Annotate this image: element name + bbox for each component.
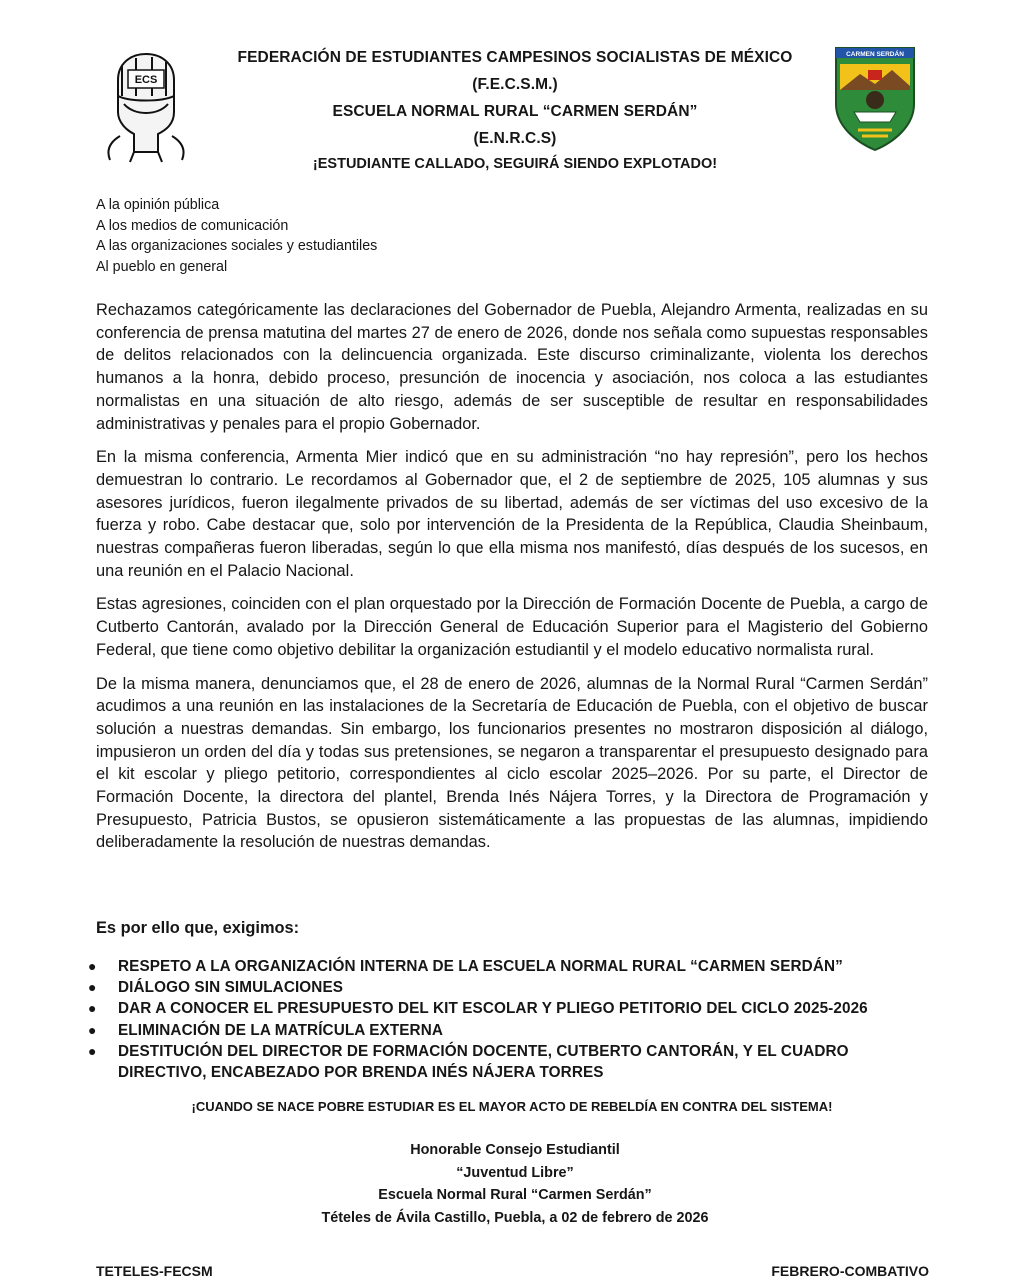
demand-text: DESTITUCIÓN DEL DIRECTOR DE FORMACIÓN DOCENTE, CUTBERTO CANTORÁN, Y EL CUADRO DIRECTIVO, ENCABEZADO POR BRENDA INÉS NÁJERA TORRES	[118, 1042, 849, 1082]
demand-item	[88, 1041, 933, 1083]
bullet-icon: ●	[88, 1042, 97, 1059]
demands-list	[88, 956, 933, 1083]
demand-item	[88, 1020, 933, 1041]
bullet-icon: ●	[88, 1000, 97, 1017]
paragraph: De la misma manera, denunciamos que, el 28 de enero de 2026, alumnas de la Normal Rural “Carmen Serdán” acudimos a una reunión en las instalaciones de la Secretaría de Educación de Puebla, con el objetivo de buscar solución a nuestras demandas. Sin embargo, los funcionarios presentes no mostraron disposición al diálogo, impusieron un orden del día y todas sus pretensiones, se negaron a transparentar el presupuesto designado para el kit escolar y pliego petitorio, correspondientes al ciclo escolar 2025–2026. Por su parte, el Director de Formación Docente, la directora del plantel, Brenda Inés Nájera Torres, y la Directora de Programación y Presupuesto, Patricia Bustos, se opusieron sistemáticamente a las propuestas de las alumnas, impidiendo deliberadamente la resolución de nuestras demandas.	[96, 674, 928, 852]
demand-text: ELIMINACIÓN DE LA MATRÍCULA EXTERNA	[118, 1021, 444, 1039]
footer-right-tag: FEBRERO-COMBATIVO	[771, 1263, 929, 1279]
addressee-line: A la opinión pública	[96, 197, 220, 213]
addressee-line: A los medios de comunicación	[96, 217, 289, 234]
paragraph: Estas agresiones, coinciden con el plan orquestado por la Dirección de Formación Docente de Puebla, a cargo de Cutberto Cantorán, avalado por la Dirección General de Educación Superior para el Magisterio del Gobierno Federal, que tiene como objetivo debilitar la organización estudiantil y el modelo educativo normalista rural.	[96, 595, 928, 659]
header-slogan: ¡ESTUDIANTE CALLADO, SEGUIRÁ SIENDO EXPLOTADO!	[312, 156, 718, 172]
fist-logo	[100, 42, 192, 164]
demands-heading: Es por ello que, exigimos:	[96, 919, 300, 937]
footer-left-tag: TETELES-FECSM	[96, 1263, 213, 1279]
signature-school: Escuela Normal Rural “Carmen Serdán”	[378, 1187, 652, 1203]
addressees	[96, 195, 696, 277]
signature-block	[200, 1139, 830, 1229]
signature-place-date: Tételes de Ávila Castillo, Puebla, a 02 de febrero de 2026	[321, 1209, 709, 1226]
paragraph: En la misma conferencia, Armenta Mier indicó que en su administración “no hay represión”, pero los hechos demuestran lo contrario. Le recordamos al Gobernador que, el 2 de septiembre de 2025, 105 alumnas y sus asesores jurídicos, fueron ilegalmente privados de su libertad, además de ser víctimas del uso excesivo de la fuerza y robo. Cabe destacar que, solo por intervención de la Presidenta de la República, Claudia Sheinbaum, nuestras compañeras fueron liberadas, según lo que ella misma nos manifestó, días después de los sucesos, en una reunión en el Palacio Nacional.	[96, 448, 928, 580]
signature-council: Honorable Consejo Estudiantil	[410, 1142, 620, 1158]
bullet-icon: ●	[88, 979, 97, 996]
svg-text:ECS: ECS	[134, 74, 158, 86]
addressee-line: A las organizaciones sociales y estudiantiles	[96, 238, 378, 254]
school-crest-logo	[830, 34, 920, 152]
demand-item	[88, 998, 933, 1019]
federation-acronym: (F.E.C.S.M.)	[472, 76, 558, 93]
school-name: ESCUELA NORMAL RURAL “CARMEN SERDÁN”	[332, 103, 698, 120]
demand-item	[88, 977, 933, 998]
school-acronym: (E.N.R.C.S)	[473, 130, 557, 147]
bullet-icon: ●	[88, 1021, 97, 1038]
statement-body	[96, 299, 928, 865]
demand-text: DAR A CONOCER EL PRESUPUESTO DEL KIT ESCOLAR Y PLIEGO PETITORIO DEL CICLO 2025-2026	[118, 1000, 868, 1018]
demand-text: DIÁLOGO SIN SIMULACIONES	[118, 979, 344, 997]
bullet-icon: ●	[88, 958, 97, 974]
demand-text: RESPETO A LA ORGANIZACIÓN INTERNA DE LA ESCUELA NORMAL RURAL “CARMEN SERDÁN”	[118, 958, 843, 975]
federation-name: FEDERACIÓN DE ESTUDIANTES CAMPESINOS SOCIALISTAS DE MÉXICO	[237, 49, 793, 66]
closing-slogan: ¡CUANDO SE NACE POBRE ESTUDIAR ES EL MAYOR ACTO DE REBELDÍA EN CONTRA DEL SISTEMA!	[191, 1099, 833, 1114]
svg-text:CARMEN SERDÁN: CARMEN SERDÁN	[846, 51, 904, 58]
paragraph: Rechazamos categóricamente las declaraciones del Gobernador de Puebla, Alejandro Armenta, realizadas en su conferencia de prensa matutina del martes 27 de enero de 2026, donde nos señala como supuestas responsables de delitos relacionados con la delincuencia organizada. Este discurso criminalizante, violenta los derechos humanos a la honra, debido proceso, presunción de inocencia y asociación, nos coloca a las estudiantes normalistas en una situación de alto riesgo, además de ser susceptible de resultar en responsabilidades administrativas y penales para el propio Gobernador.	[96, 301, 928, 433]
addressee-line: Al pueblo en general	[96, 258, 228, 275]
demand-item	[88, 956, 933, 977]
letterhead	[200, 44, 830, 176]
signature-motto: “Juventud Libre”	[456, 1164, 574, 1181]
